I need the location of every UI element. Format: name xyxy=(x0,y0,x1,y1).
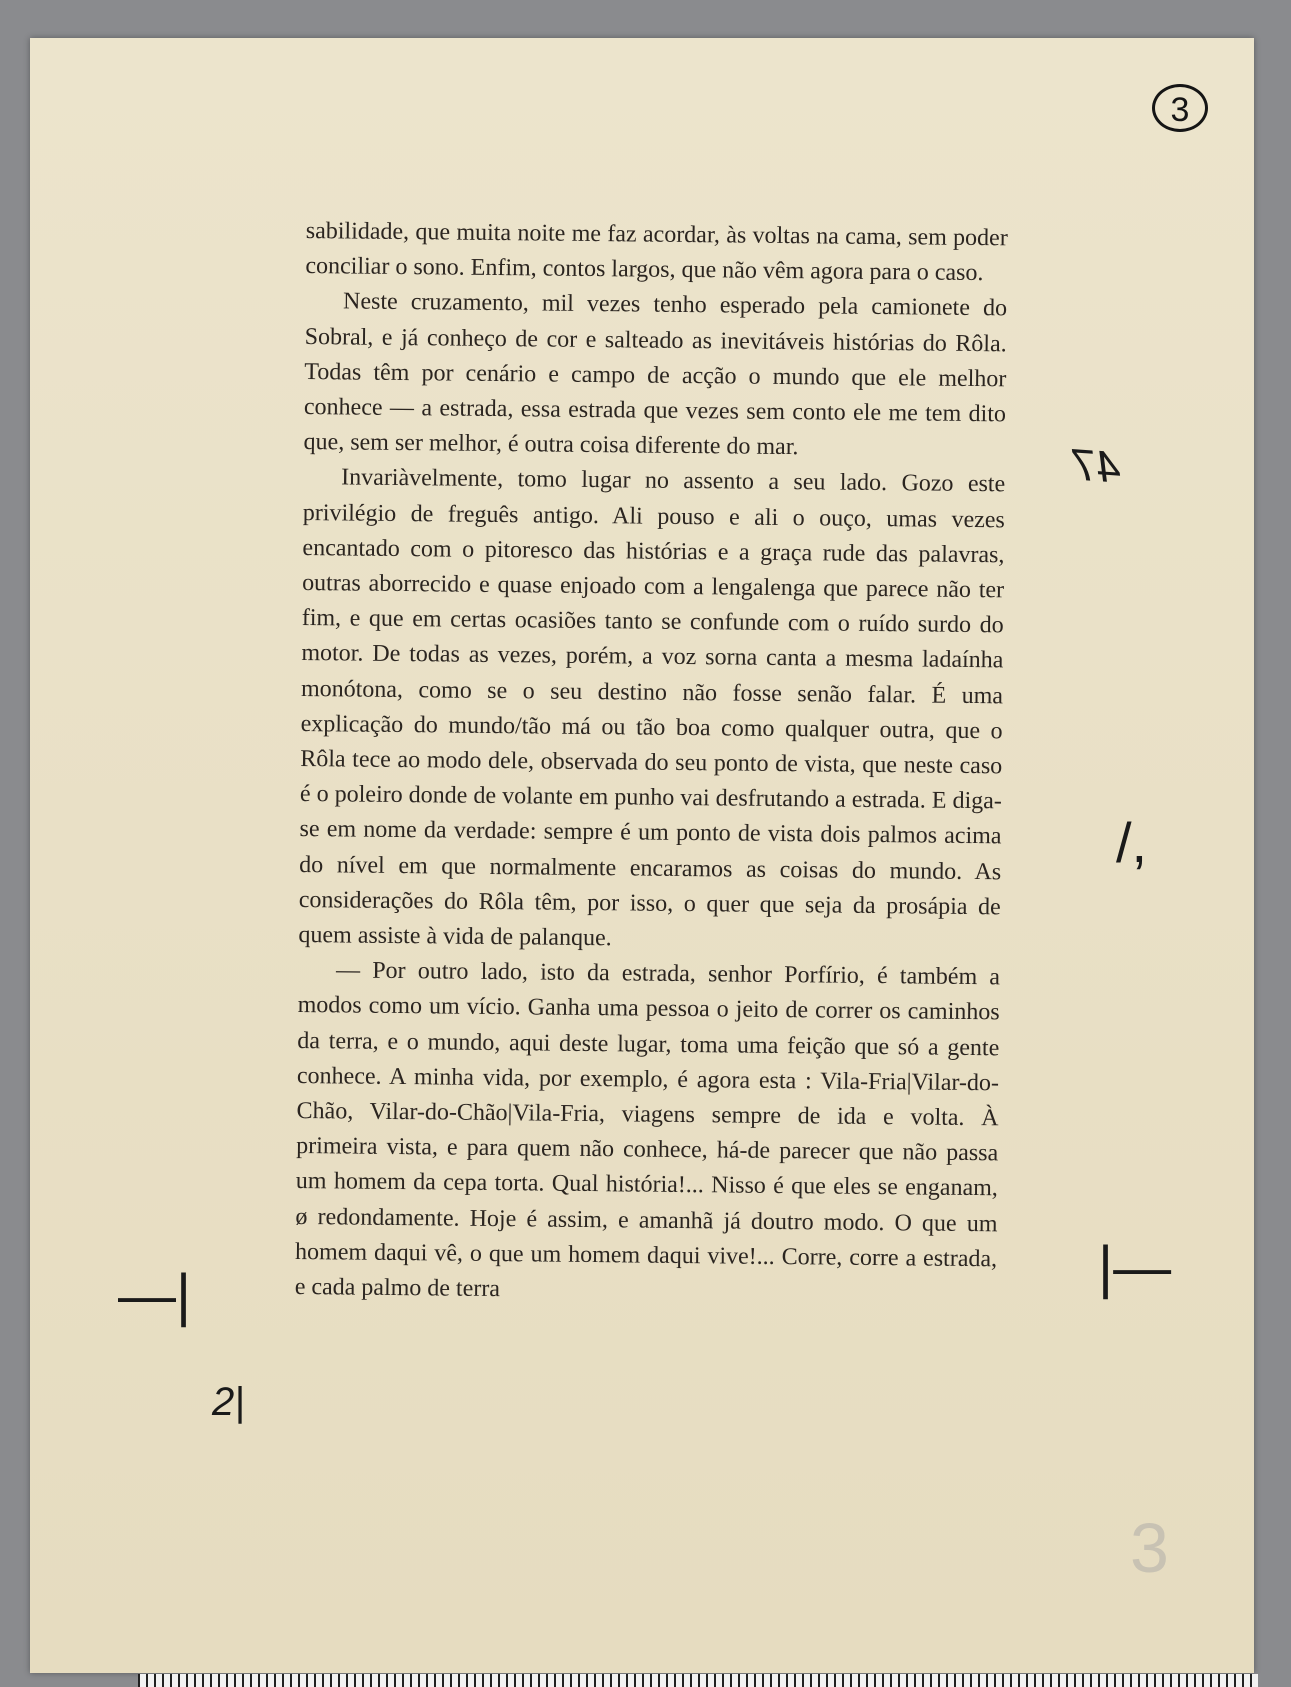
paragraph-3: Invariàvelmente, tomo lugar no assento a seu lado. Gozo este privilégio de freguês antigo. Ali pouso e ali o ouço, umas vezes encantado com o pitoresco das histórias e a graça rude das palavras, outras aborrecido e quase enjoado com a lengalenga que parece não ter fim, e que em certas ocasiões tanto se confunde com o ruído surdo do motor. De todas as vezes, porém, a voz sorna canta a mesma ladaínha monótona, como se o seu destino não fosse senão falar. É uma explicação do mundo/tão má ou tão boa como qualquer outra, que o Rôla tece ao modo dele, observada do seu ponto de vista, que neste caso é o poleiro donde de volante em punho vai desfrutando a estrada. E diga-se em nome da verdade: sempre é um ponto de vista dois palmos acima do nível em que normalmente encaramos as coisas do mundo. As considerações do Rôla têm, por isso, o quer que seja da prosápia de quem assiste à vida de palanque. xyxy=(298,464,1006,952)
paragraph-2: Neste cruzamento, mil vezes tenho esperado pela camionete do Sobral, e já conheço de cor e salteado as inevitáveis histórias do Rôla. Todas têm por cenário e campo de acção o mundo que ele melhor conhece — a estrada, essa estrada que vezes sem conto ele me tem dito que, sem ser melhor, é outra coisa diferente do mar. xyxy=(303,288,1008,461)
handwritten-mark-left-lower: —| xyxy=(118,1263,192,1328)
paragraph-4: — Por outro lado, isto da estrada, senhor Porfírio, é também a modos como um vício. Ganha uma pessoa o jeito de correr os caminhos da terra, e o mundo, aqui deste lugar, toma uma feição que só a gente conhece. A minha vida, por exemplo, é agora esta : Vila-Fria|Vilar-do-Chão, Vilar-do-Chão|Vila-Fria, viagens sempre de ida e volta. À primeira vista, e para quem não conhece, há-de parecer que não passa um homem da cepa torta. Qual história!... Nisso é que eles se enganam, ø redondamente. Hoje é assim, e amanhã já doutro modo. O que um homem daqui vê, o que um homem daqui vive!... Corre, corre a estrada, e cada palmo de terra xyxy=(294,957,1001,1303)
scale-ruler xyxy=(138,1674,1258,1687)
page-number-circle: 3 xyxy=(1152,84,1208,132)
pencil-mark-bottom: 3 xyxy=(1130,1509,1169,1587)
typed-text-block xyxy=(295,214,1008,1313)
handwritten-mark-right-middle: /, xyxy=(1116,811,1148,874)
handwritten-mark-right-lower: |— xyxy=(1098,1235,1172,1300)
handwritten-mark-left-bottom: 2| xyxy=(212,1380,245,1424)
handwritten-mark-right-upper: 47 xyxy=(1070,440,1123,493)
paragraph-1: sabilidade, que muita noite me faz acordar, às voltas na cama, sem poder conciliar o sono. Enfim, contos largos, que não vêm agora para o caso. xyxy=(305,217,1008,287)
